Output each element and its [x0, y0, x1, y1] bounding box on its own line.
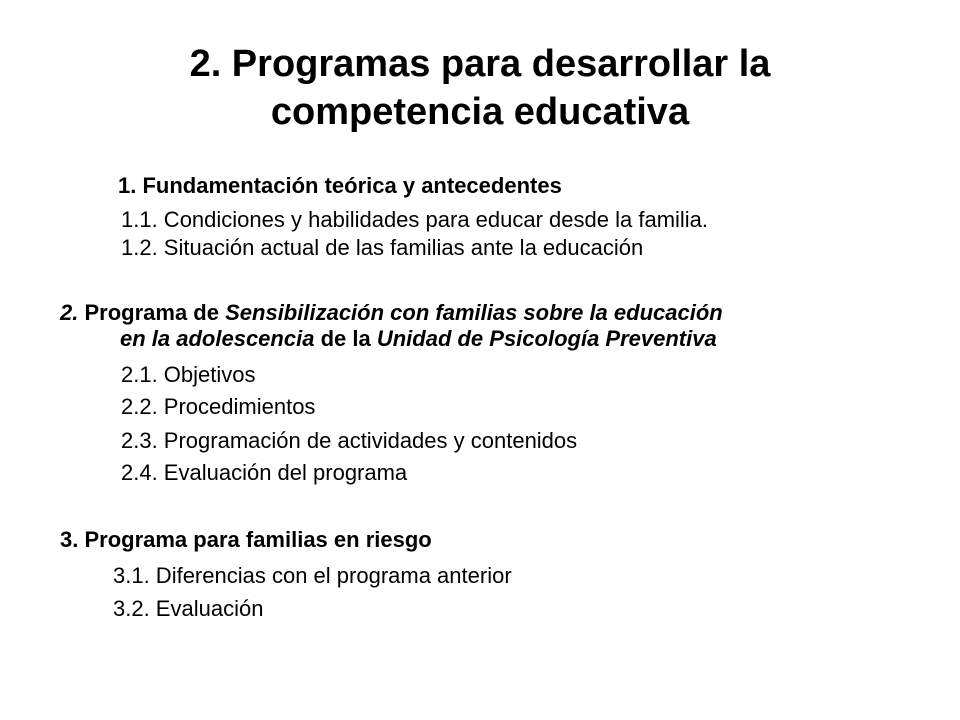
section-3-item-1: 3.1. Diferencias con el programa anterior [113, 563, 512, 588]
slide-title [60, 40, 900, 136]
section-3-heading: 3. Programa para familias en riesgo [60, 527, 432, 552]
section-2-item-4: 2.4. Evaluación del programa [121, 460, 408, 485]
section-1-item-2: 1.2. Situación actual de las familias ante la educación [121, 235, 644, 260]
section-2-number: 2. [60, 300, 79, 325]
section-2-item-2: 2.2. Procedimientos [121, 394, 316, 419]
section-2-connector: de la [320, 326, 371, 351]
section-2-prefix: Programa de [84, 300, 219, 325]
section-1-heading: 1. Fundamentación teórica y antecedentes [118, 173, 562, 198]
section-2-program-name: Sensibilización con familias sobre la educación [225, 300, 723, 325]
section-3-item-2: 3.2. Evaluación [113, 596, 264, 621]
section-2-program-name-cont: en la adolescencia [120, 326, 315, 351]
slide-title-line-1: 2. Programas para desarrollar la [189, 43, 771, 85]
section-1-item-1: 1.1. Condiciones y habilidades para educar desde la familia. [121, 207, 709, 232]
section-2-unit-name: Unidad de Psicología Preventiva [376, 326, 717, 351]
section-2-item-1: 2.1. Objetivos [121, 362, 256, 387]
section-2-heading-line-2 [120, 324, 717, 354]
section-2-item-3: 2.3. Programación de actividades y contenidos [121, 428, 578, 453]
slide-title-line-2: competencia educativa [270, 91, 690, 133]
